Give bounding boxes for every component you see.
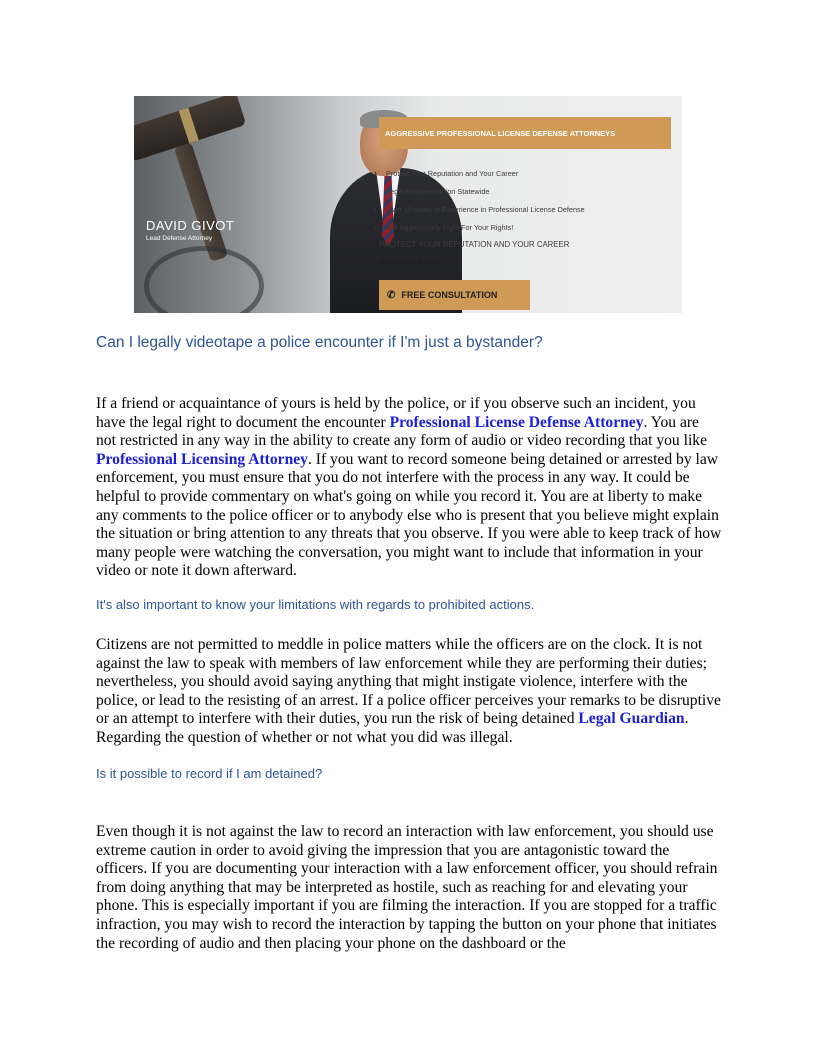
chevron-right-icon: › [374,222,377,232]
chevron-right-icon: › [374,186,377,196]
banner-tagline: PROTECT YOUR REPUTATION AND YOUR CAREER [379,240,570,249]
attorney-name-block [146,218,234,242]
attorney-title: Lead Defense Attorney [146,235,213,242]
section-heading-limitations: It's also important to know your limitations with regards to prohibited actions. [96,597,535,612]
banner-bullet: › Will Aggressively Fight For Your Rights! [374,222,514,232]
phone-icon: ✆ [387,289,396,301]
paragraph-detained: Even though it is not against the law to record an interaction with law enforcement, you should use extreme caution in order to avoid giving the impression that you are antagonistic toward the officers. If you are documenting your interaction with a law enforcement officer, you should refrain from doing anything that may be interpreted as hostile, such as reaching for and elevating your phone. This is especially important if you are filming the interaction. If you are stopped for a traffic infraction, you may wish to record the interaction by tapping the button on your phone that initiates the recording of audio and then placing your phone on the dashboard or the [96,823,718,952]
banner-title: AGGRESSIVE PROFESSIONAL LICENSE DEFENSE ATTORNEYS [385,128,616,138]
attorney-name: DAVID GIVOT [146,218,235,233]
chevron-right-icon: › [374,204,377,214]
banner-bullet: › Legal Representation Statewide [374,186,490,196]
section-heading-bystander: Can I legally videotape a police encounter if I'm just a bystander? [96,334,543,351]
banner-bullet: › Over 10 years of Experience in Professional License Defense [374,204,585,214]
banner-availability: AVAILABLE 24/7 [379,257,440,266]
paragraph-bystander: If a friend or acquaintance of yours is held by the police, or if you observe such an incident, you have the legal right to document the encounter Professional License Defense Attorney. You are not restricted in any way in the ability to create any form of audio or video recording that you like Professional Licensing Attorney. If you want to record someone being detained or arrested by law enforcement, you must ensure that you do not interfere with the process in any way. It could be helpful to provide commentary on what's going on while you record it. You are at liberty to make any comments to the police officer or to anybody else who is present that you believe might explain the situation or bring attention to any threats that you observe. If you were able to keep track of how many people were watching the conversation, you might want to include that information in your video or note it down afterward. [96,395,722,580]
chevron-right-icon: › [374,168,377,178]
free-consultation-button[interactable] [379,280,530,310]
gavel-handle [174,142,228,262]
link-legal-guardian[interactable]: Legal Guardian [578,710,685,728]
banner-bullet: › Protect Your Reputation and Your Career [374,168,519,178]
banner-title-box [379,117,671,149]
link-professional-licensing-attorney[interactable]: Professional Licensing Attorney [96,450,308,468]
paragraph-limitations: Citizens are not permitted to meddle in police matters while the officers are on the clock. It is not against the law to speak with members of law enforcement while they are performing their duties; nevertheless, you should avoid saying anything that might instigate violence, interfere with the police, or lead to the resisting of an arrest. If a police officer perceives your remarks to be disruptive or an attempt to interfere with their duties, you run the risk of being detained Legal Guardian. Regarding the question of whether or not what you did was illegal. [96,636,721,746]
link-professional-license-defense-attorney[interactable]: Professional License Defense Attorney [389,413,644,431]
attorney-banner-image[interactable] [134,96,682,313]
section-heading-detained: Is it possible to record if I am detained? [96,766,323,781]
free-consultation-label: FREE CONSULTATION [401,290,498,300]
banner-bullet-list [374,164,674,236]
